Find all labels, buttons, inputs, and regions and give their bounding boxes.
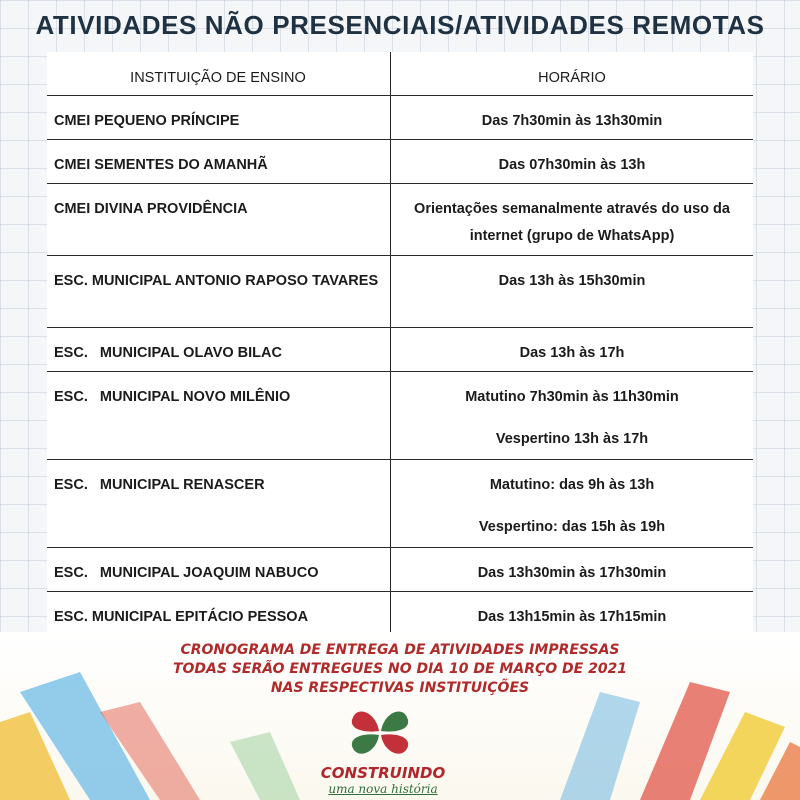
schedule-cell: [391, 140, 753, 183]
schedule-cell: [391, 256, 753, 327]
header-schedule: HORÁRIO: [538, 70, 606, 86]
institution-cell: [47, 548, 391, 591]
schedule-cell: [391, 548, 753, 591]
institution-cell: [47, 460, 391, 547]
schedule-text: Matutino 7h30min às 11h30min: [465, 389, 679, 405]
schedule-text: Das 13h às 15h30min: [498, 273, 646, 289]
institution-name: CMEI DIVINA PROVIDÊNCIA: [54, 201, 248, 217]
schedule-cell: [391, 460, 753, 547]
schedule-text: Orientações semanalmente através do uso da internet (grupo de WhatsApp): [414, 201, 730, 244]
institution-cell: [47, 140, 391, 183]
table-row: [47, 460, 753, 548]
table-row: [47, 548, 753, 592]
schedule-table: [47, 52, 753, 632]
institution-cell: [47, 592, 391, 632]
institution-cell: [47, 372, 391, 459]
delivery-banner: [0, 641, 800, 698]
table-row: [47, 328, 753, 372]
institution-cell: [47, 328, 391, 371]
table-row: [47, 592, 753, 632]
page-title: ATIVIDADES NÃO PRESENCIAIS/ATIVIDADES REMOTAS: [35, 10, 765, 40]
institution-cell: [47, 184, 391, 255]
schedule-cell: [391, 372, 753, 459]
institution-name: ESC. MUNICIPAL RENASCER: [54, 477, 265, 493]
logo-name: CONSTRUINDO: [320, 764, 446, 782]
banner-line-2: TODAS SERÃO ENTREGUES NO DIA 10 DE MARÇO DE 2021: [172, 661, 628, 677]
table-row: [47, 372, 753, 460]
banner-line-3: NAS RESPECTIVAS INSTITUIÇÕES: [270, 680, 530, 696]
banner-line-1: CRONOGRAMA DE ENTREGA DE ATIVIDADES IMPRESSAS: [180, 642, 620, 658]
institution-cell: [47, 256, 391, 327]
institution-name: ESC. MUNICIPAL EPITÁCIO PESSOA: [54, 609, 309, 625]
schedule-cell: [391, 328, 753, 371]
schedule-text: Das 13h30min às 17h30min: [477, 565, 667, 581]
table-row: [47, 256, 753, 328]
institution-cell: [47, 96, 391, 139]
institution-name: ESC. MUNICIPAL NOVO MILÊNIO: [54, 389, 291, 405]
table-row: [47, 140, 753, 184]
institution-name: CMEI SEMENTES DO AMANHÃ: [54, 157, 268, 173]
schedule-cell: [391, 592, 753, 632]
institution-name: ESC. MUNICIPAL JOAQUIM NABUCO: [54, 565, 319, 581]
schedule-cell: [391, 184, 753, 255]
header-institution: INSTITUIÇÃO DE ENSINO: [47, 52, 391, 95]
table-header-row: [47, 52, 753, 96]
institution-name: ESC. MUNICIPAL OLAVO BILAC: [54, 345, 282, 361]
schedule-text: Das 7h30min às 13h30min: [481, 113, 663, 129]
schedule-text: Vespertino: das 15h às 19h: [478, 519, 666, 535]
table-row: [47, 184, 753, 256]
schedule-text: Das 13h15min às 17h15min: [477, 609, 667, 625]
institution-name: ESC. MUNICIPAL ANTONIO RAPOSO TAVARES: [54, 273, 379, 289]
institution-name: CMEI PEQUENO PRÍNCIPE: [54, 113, 240, 129]
table-row: [47, 96, 753, 140]
logo-tagline: uma nova história: [328, 782, 438, 796]
clover-logo-icon: [348, 702, 412, 764]
schedule-text: Vespertino 13h às 17h: [495, 431, 649, 447]
schedule-cell: [391, 96, 753, 139]
schedule-text: Das 13h às 17h: [519, 345, 625, 361]
schedule-text: Das 07h30min às 13h: [498, 157, 646, 173]
schedule-text: Matutino: das 9h às 13h: [489, 477, 655, 493]
